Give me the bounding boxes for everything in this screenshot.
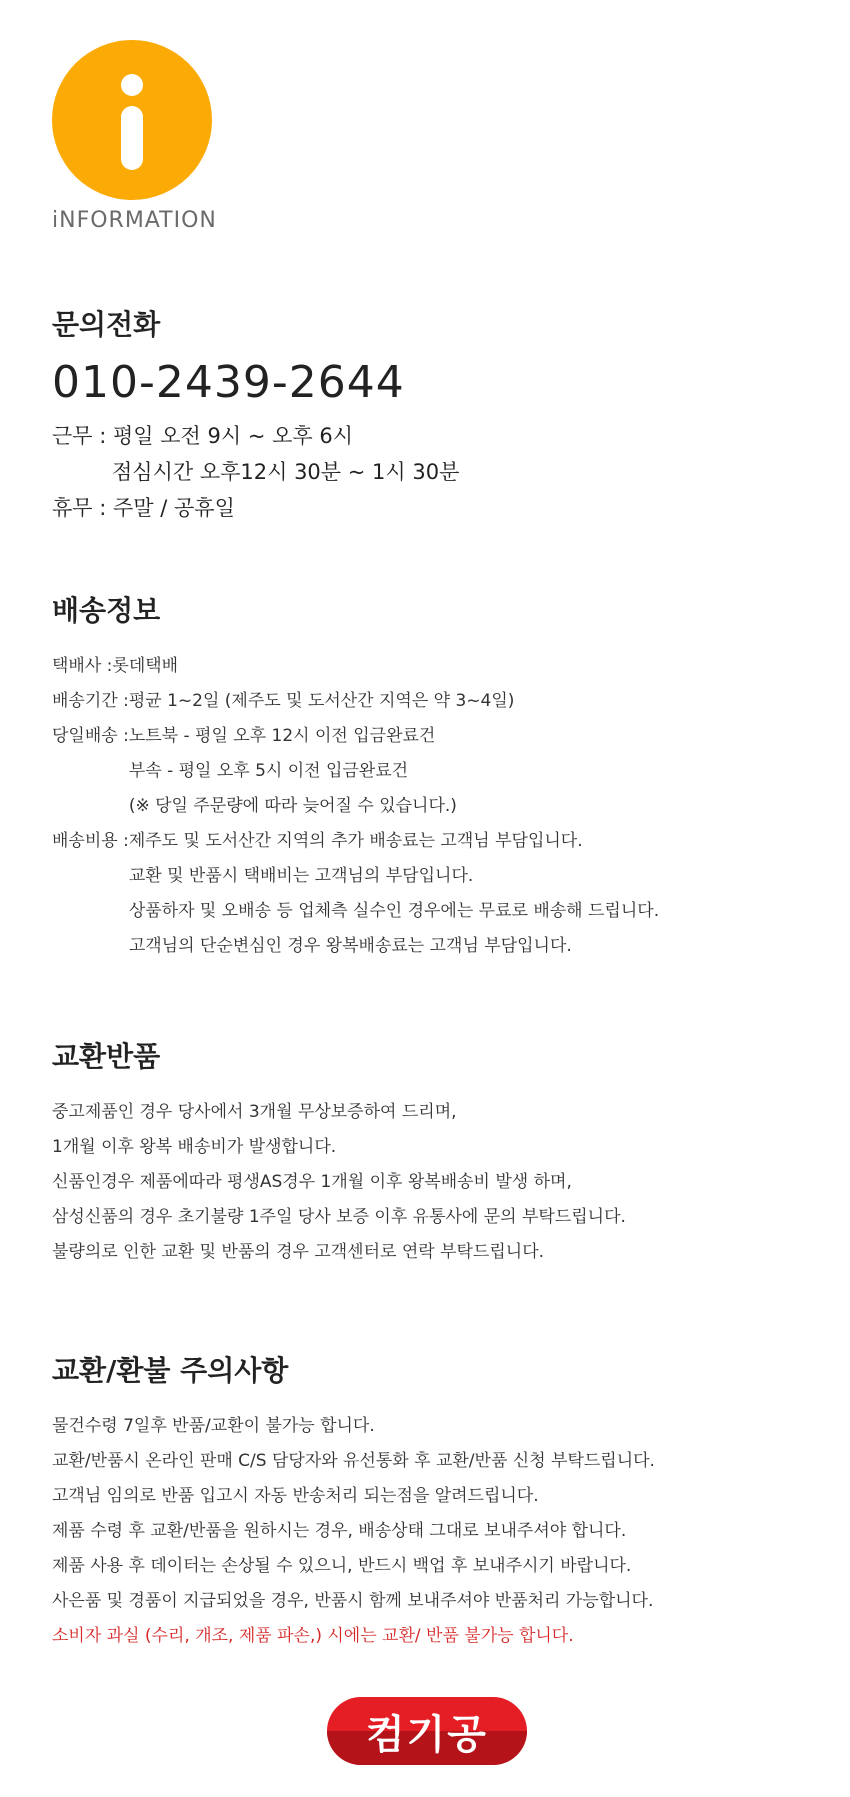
- cost-line: 고객님의 단순변심인 경우 왕복배송료는 고객님 부담입니다.: [128, 936, 572, 956]
- notice-line: 교환/반품시 온라인 판매 C/S 담당자와 유선통화 후 교환/반품 신청 부탁드립니다.: [52, 1451, 655, 1471]
- lunch-hours: 점심시간 오후12시 30분 ~ 1시 30분: [112, 460, 460, 484]
- sameday-line: 노트북 - 평일 오후 12시 이전 입금완료건: [128, 726, 436, 746]
- cost-line: 제주도 및 도서산간 지역의 추가 배송료는 고객님 부담입니다.: [128, 831, 583, 851]
- logo-text: iNFORMATION: [52, 208, 217, 233]
- exchange-line: 불량의로 인한 교환 및 반품의 경우 고객센터로 연락 부탁드립니다.: [52, 1242, 545, 1262]
- info-icon-bar: [121, 106, 143, 170]
- exchange-line: 중고제품인 경우 당사에서 3개월 무상보증하여 드리며,: [52, 1102, 457, 1122]
- sameday-row: [52, 719, 810, 824]
- off-label: 휴무 :: [52, 496, 113, 520]
- courier-label: 택배사 :: [52, 656, 113, 676]
- exchange-line: 1개월 이후 왕복 배송비가 발생합니다.: [52, 1137, 337, 1157]
- exchange-line: 삼성신품의 경우 초기불량 1주일 당사 보증 이후 유통사에 문의 부탁드립니다.: [52, 1207, 626, 1227]
- work-hours-row: [52, 418, 810, 454]
- work-hours-block: [52, 418, 810, 526]
- courier-row: [52, 649, 810, 684]
- cost-values: [129, 824, 659, 964]
- contact-section: [52, 303, 810, 526]
- contact-title: 문의전화: [52, 308, 161, 341]
- exchange-lines: [52, 1095, 810, 1270]
- sameday-line: 부속 - 평일 오후 5시 이전 입금완료건: [128, 761, 409, 781]
- work-label: 근무 :: [52, 424, 113, 448]
- notice-warning: 소비자 과실 (수리, 개조, 제품 파손,) 시에는 교환/ 반품 불가능 합니다.: [52, 1626, 574, 1646]
- cost-label: 배송비용 :: [52, 831, 129, 851]
- period-label: 배송기간 :: [52, 691, 129, 711]
- notice-lines: [52, 1409, 810, 1654]
- notice-line: 제품 사용 후 데이터는 손상될 수 있으니, 반드시 백업 후 보내주시기 바랍니다.: [52, 1556, 632, 1576]
- info-icon-dot: [121, 74, 143, 96]
- exchange-line: 신품인경우 제품에따라 평생AS경우 1개월 이후 왕복배송비 발생 하며,: [52, 1172, 572, 1192]
- sameday-line: (※ 당일 주문량에 따라 늦어질 수 있습니다.): [128, 796, 457, 816]
- cost-line: 상품하자 및 오배송 등 업체측 실수인 경우에는 무료로 배송해 드립니다.: [128, 901, 660, 921]
- exchange-title: 교환반품: [52, 1040, 161, 1073]
- notice-section: [52, 1349, 810, 1654]
- shipping-section: [52, 589, 810, 964]
- off-days-row: [52, 490, 810, 526]
- information-logo: [52, 40, 222, 233]
- phone-number: 010-2439-2644: [52, 357, 405, 408]
- shipping-title: 배송정보: [52, 594, 161, 627]
- work-hours: 평일 오전 9시 ~ 오후 6시: [113, 424, 353, 448]
- sameday-values: [129, 719, 457, 824]
- period-row: [52, 684, 810, 719]
- shipping-info: [52, 649, 810, 964]
- brand-logo: [327, 1697, 527, 1765]
- brand-name: 컴기공: [366, 1711, 488, 1758]
- notice-line: 사은품 및 경품이 지급되었을 경우, 반품시 함께 보내주셔야 반품처리 가능합니다.: [52, 1591, 654, 1611]
- exchange-section: [52, 1035, 810, 1270]
- period-value: 평균 1~2일 (제주도 및 도서산간 지역은 약 3~4일): [128, 691, 515, 711]
- courier-value: 롯데택배: [112, 656, 179, 676]
- notice-line: 고객님 임의로 반품 입고시 자동 반송처리 되는점을 알려드립니다.: [52, 1486, 539, 1506]
- sameday-label: 당일배송 :: [52, 726, 129, 746]
- cost-row: [52, 824, 810, 964]
- off-days: 주말 / 공휴일: [113, 496, 235, 520]
- notice-line: 제품 수령 후 교환/반품을 원하시는 경우, 배송상태 그대로 보내주셔야 합니다.: [52, 1521, 627, 1541]
- notice-line: 물건수령 7일후 반품/교환이 불가능 합니다.: [52, 1416, 375, 1436]
- info-icon: [52, 40, 212, 200]
- notice-title: 교환/환불 주의사항: [52, 1354, 289, 1387]
- cost-line: 교환 및 반품시 택배비는 고객님의 부담입니다.: [128, 866, 474, 886]
